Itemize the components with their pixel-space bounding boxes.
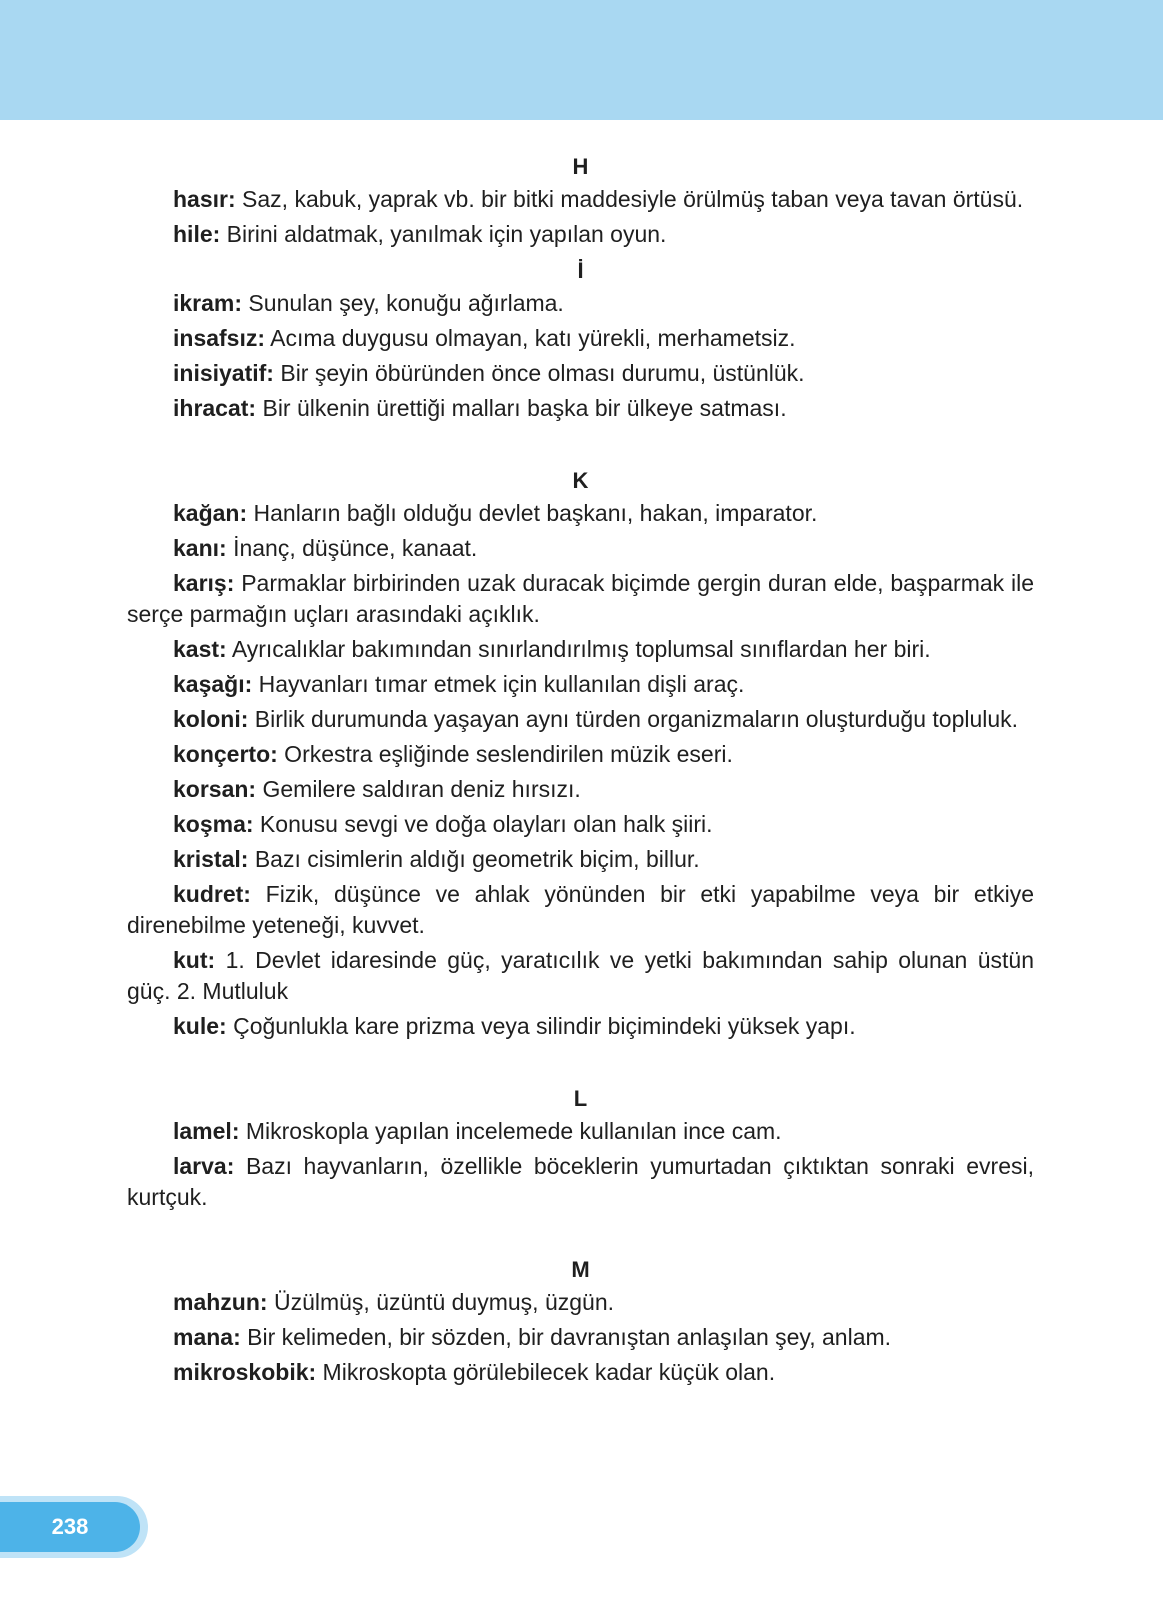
- entry-definition: 1. Devlet idaresinde güç, yaratıcılık ve yetki bakımından sahip olunan üstün güç. 2. Mutluluk: [127, 947, 1034, 1004]
- entry-definition: Sunulan şey, konuğu ağırlama.: [242, 290, 564, 316]
- entry-term: insafsız:: [173, 325, 266, 351]
- section-m: [127, 1253, 1034, 1388]
- entry-definition: Bazı hayvanların, özellikle böceklerin yumurtadan çıktıktan sonraki evresi, kurtçuk.: [127, 1153, 1034, 1210]
- entry-term: hasır:: [173, 186, 236, 212]
- glossary-entry: [127, 945, 1034, 1007]
- section-letter: M: [571, 1257, 590, 1282]
- glossary-entry: [127, 323, 1034, 354]
- glossary-entry: [127, 393, 1034, 424]
- entry-term: inisiyatif:: [173, 360, 274, 386]
- glossary-entry: [127, 219, 1034, 250]
- entry-term: kaşağı:: [173, 671, 253, 697]
- glossary-entry: [127, 634, 1034, 665]
- entry-definition: Mikroskopla yapılan incelemede kullanılan ince cam.: [239, 1118, 782, 1144]
- glossary-entry: [127, 1322, 1034, 1353]
- entry-term: lamel:: [173, 1118, 240, 1144]
- header-band: [0, 0, 1163, 120]
- entry-definition: Birini aldatmak, yanılmak için yapılan oyun.: [220, 221, 667, 247]
- entry-term: kristal:: [173, 846, 249, 872]
- entry-definition: Ayrıcalıklar bakımından sınırlandırılmış toplumsal sınıflardan her biri.: [226, 636, 931, 662]
- section-gap: [127, 1046, 1034, 1082]
- section-gap: [127, 1217, 1034, 1253]
- entry-term: ikram:: [173, 290, 243, 316]
- section-l: [127, 1082, 1034, 1213]
- page-number-badge: [0, 1502, 140, 1552]
- entry-term: korsan:: [173, 776, 257, 802]
- glossary-entry: [127, 739, 1034, 770]
- glossary-entry: [127, 879, 1034, 941]
- glossary-entry: [127, 844, 1034, 875]
- glossary-entry: [127, 1116, 1034, 1147]
- glossary-entry: [127, 184, 1034, 215]
- entry-term: koloni:: [173, 706, 249, 732]
- entry-term: kudret:: [173, 881, 251, 907]
- section-letter: K: [572, 468, 589, 493]
- entry-definition: Konusu sevgi ve doğa olayları olan halk şiiri.: [253, 811, 713, 837]
- glossary-entry: [127, 358, 1034, 389]
- entry-definition: Parmaklar birbirinden uzak duracak biçimde gergin duran elde, başparmak ile serçe parmağın uçları arasındaki açıklık.: [127, 570, 1034, 627]
- entry-term: larva:: [173, 1153, 235, 1179]
- entry-term: mikroskobik:: [173, 1359, 317, 1385]
- entry-definition: Bir kelimeden, bir sözden, bir davranıştan anlaşılan şey, anlam.: [240, 1324, 892, 1350]
- glossary-entry: [127, 669, 1034, 700]
- entry-definition: Üzülmüş, üzüntü duymuş, üzgün.: [267, 1289, 615, 1315]
- section-letter: L: [573, 1086, 588, 1111]
- entry-definition: Acıma duygusu olmayan, katı yürekli, merhametsiz.: [265, 325, 796, 351]
- entry-term: kast:: [173, 636, 227, 662]
- page-number: 238: [51, 1514, 89, 1539]
- section-gap: [127, 428, 1034, 464]
- glossary-entry: [127, 288, 1034, 319]
- glossary-entry: [127, 568, 1034, 630]
- glossary-entry: [127, 1357, 1034, 1388]
- glossary-entry: [127, 1151, 1034, 1213]
- glossary-entry: [127, 809, 1034, 840]
- entry-term: mahzun:: [173, 1289, 268, 1315]
- glossary-content: [127, 150, 1034, 1392]
- section-k: [127, 464, 1034, 1042]
- section-h: [127, 150, 1034, 250]
- entry-term: hile:: [173, 221, 221, 247]
- entry-term: kule:: [173, 1013, 227, 1039]
- entry-definition: Gemilere saldıran deniz hırsızı.: [256, 776, 581, 802]
- entry-term: karış:: [173, 570, 235, 596]
- entry-term: kut:: [173, 947, 216, 973]
- entry-definition: İnanç, düşünce, kanaat.: [226, 535, 478, 561]
- entry-definition: Saz, kabuk, yaprak vb. bir bitki maddesiyle örülmüş taban veya tavan örtüsü.: [235, 186, 1024, 212]
- section-letter: İ: [577, 258, 584, 283]
- entry-definition: Orkestra eşliğinde seslendirilen müzik eseri.: [277, 741, 733, 767]
- glossary-entry: [127, 1011, 1034, 1042]
- entry-definition: Birlik durumunda yaşayan aynı türden organizmaların oluşturduğu topluluk.: [248, 706, 1019, 732]
- entry-term: kağan:: [173, 500, 248, 526]
- entry-definition: Fizik, düşünce ve ahlak yönünden bir etki yapabilme veya bir etkiye direnebilme yeteneği, kuvvet.: [127, 881, 1034, 938]
- glossary-entry: [127, 533, 1034, 564]
- glossary-entry: [127, 1287, 1034, 1318]
- glossary-entry: [127, 774, 1034, 805]
- section-letter: H: [572, 154, 589, 179]
- entry-definition: Hanların bağlı olduğu devlet başkanı, hakan, imparator.: [247, 500, 818, 526]
- entry-definition: Bir ülkenin ürettiği malları başka bir ülkeye satması.: [256, 395, 787, 421]
- entry-term: ihracat:: [173, 395, 257, 421]
- section-i: [127, 254, 1034, 424]
- entry-definition: Mikroskopta görülebilecek kadar küçük olan.: [316, 1359, 776, 1385]
- entry-term: koşma:: [173, 811, 254, 837]
- entry-definition: Hayvanları tımar etmek için kullanılan dişli araç.: [252, 671, 745, 697]
- glossary-entry: [127, 704, 1034, 735]
- entry-definition: Bazı cisimlerin aldığı geometrik biçim, billur.: [248, 846, 700, 872]
- entry-term: kanı:: [173, 535, 227, 561]
- entry-definition: Bir şeyin öbüründen önce olması durumu, üstünlük.: [273, 360, 805, 386]
- entry-definition: Çoğunlukla kare prizma veya silindir biçimindeki yüksek yapı.: [226, 1013, 856, 1039]
- entry-term: mana:: [173, 1324, 241, 1350]
- entry-term: konçerto:: [173, 741, 278, 767]
- page-number-tab: [0, 1496, 148, 1558]
- glossary-entry: [127, 498, 1034, 529]
